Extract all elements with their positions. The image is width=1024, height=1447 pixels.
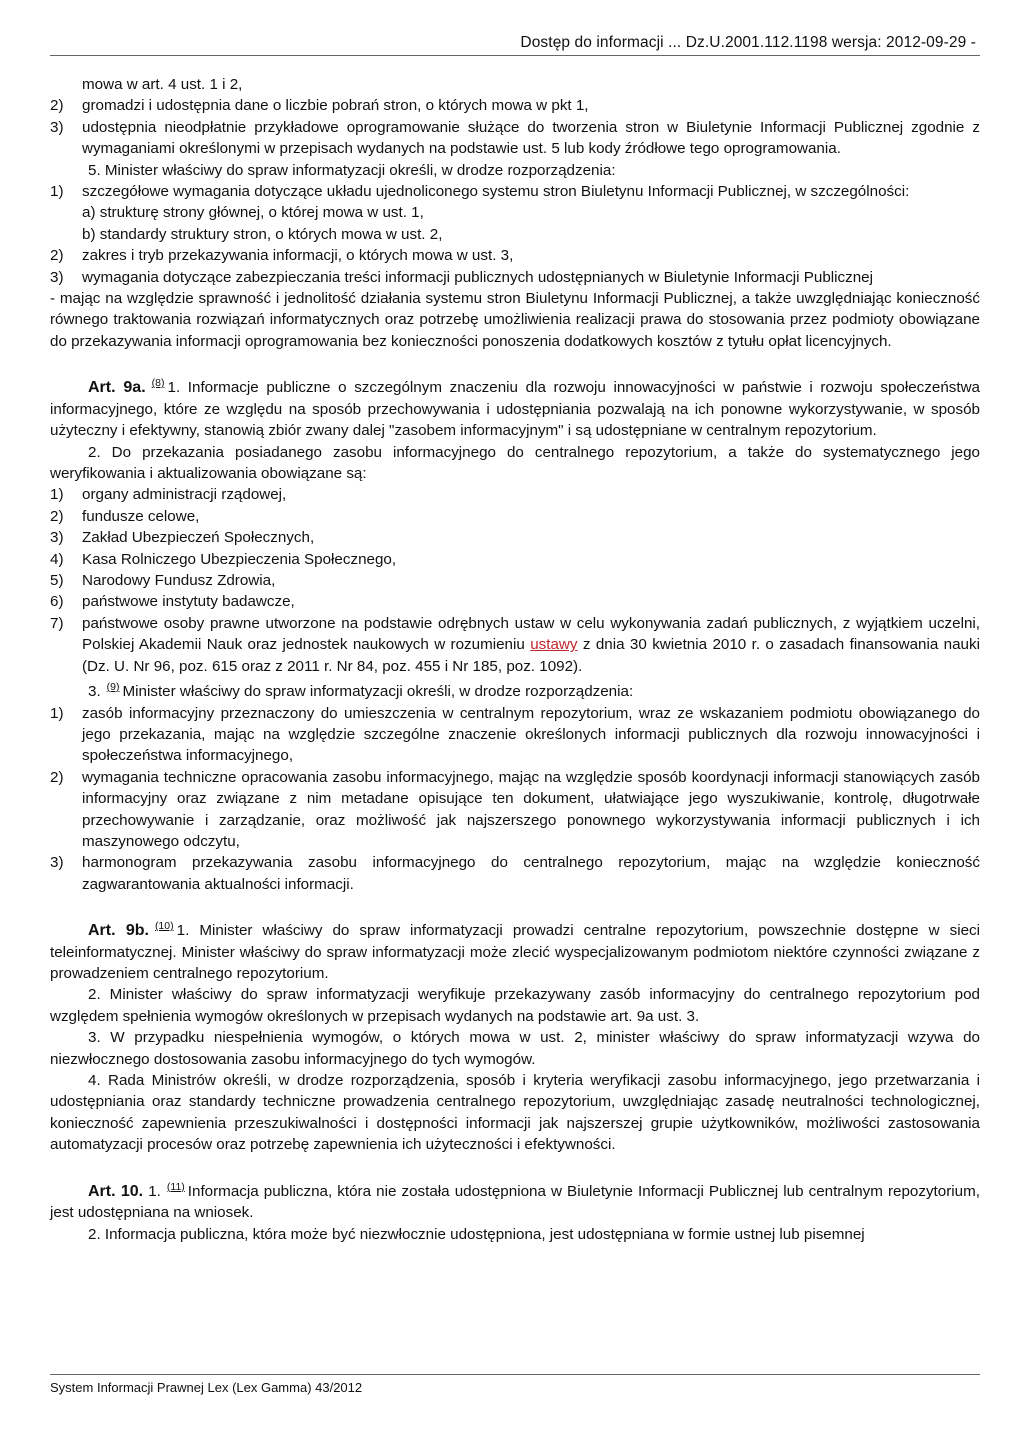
continuation-line: mowa w art. 4 ust. 1 i 2, xyxy=(82,76,243,93)
sub-item-a: a) strukturę strony głównej, o której mowa w ust. 1, xyxy=(82,204,424,222)
document-body xyxy=(50,74,980,1245)
paragraph: 2. Informacja publiczna, która może być niezwłocznie udostępniona, jest udostępniana w formie ustnej lub pisemnej xyxy=(88,1225,865,1243)
paragraph: 2. Minister właściwy do spraw informatyzacji weryfikuje przekazywany zasób informacyjny do centralnego repozytorium pod względem spełnienia wymogów określonych w przepisach wydanych na podstawie art. 9a ust. 3. xyxy=(50,986,980,1025)
list-item: 6) państwowe instytuty badawcze, xyxy=(50,593,295,611)
article-10: Art. 10. 1. $^{(11)}$ Informacja publiczna, która nie została udostępniona w Biuletynie Informacji Publicznej lub centralnym repozytorium, jest udostępniana na wniosek. xyxy=(50,1180,980,1222)
list-item: 2) wymagania techniczne opracowania zasobu informacyjnego, mając na względzie sposób koordynacji informacji stanowiących zasób informacyjny oraz związane z nim metadane opisujące ten dokument, ułatwiające jego wyszukiwanie, kontrolę, długotrwałe przechowywanie i zarządzanie, oraz możliwość jak najszerszego ponownego wykorzystywania informacji publicznych i ich maszynowego odczytu, xyxy=(50,768,980,850)
footnote-ref[interactable]: (8) xyxy=(151,377,165,390)
page-footer: System Informacji Prawnej Lex (Lex Gamma) 43/2012 xyxy=(50,1380,363,1395)
paragraph-5-tail: - mając na względzie sprawność i jednolitość działania systemu stron Biuletynu Informacji Publicznej, a także uwzględniając konieczność równego traktowania rozwiązań informatycznych oraz potrzebę umożliwienia realizacji prawa do stosowania przez podmioty obowiązane do przekazywania informacji oprogramowania bez konieczności ponoszenia dodatkowych kosztów z tytułu opłat licencyjnych. xyxy=(50,290,980,350)
list-item: 5) Narodowy Fundusz Zdrowia, xyxy=(50,572,276,589)
article-label: Art. 9b. xyxy=(88,922,149,940)
sub-item-b: b) standardy struktury stron, o których mowa w ust. 2, xyxy=(82,225,443,243)
article-9b: Art. 9b. $^{(10)}$ 1. Minister właściwy do spraw informatyzacji prowadzi centralne repozytorium, powszechnie dostępne w sieci teleinformatycznej. Minister właściwy do spraw informatyzacji może zlecić wyspecjalizowanym podmiotom niektóre czynności związane z prowadzeniem centralnego repozytorium. xyxy=(50,920,980,983)
paragraph: 2. Do przekazania posiadanego zasobu informacyjnego do centralnego repozytorium, a także do systematycznego jego weryfikowania i aktualizowania obowiązane są: xyxy=(50,443,980,482)
list-item: 1) szczegółowe wymagania dotyczące układu ujednoliconego systemu stron Biuletynu Informacji Publicznej, w szczególności: xyxy=(50,183,910,201)
article-label: Art. 10. xyxy=(88,1182,144,1200)
list-item: 3) Zakład Ubezpieczeń Społecznych, xyxy=(50,529,315,547)
article-9a-list xyxy=(50,484,980,677)
list-item: 3) wymagania dotyczące zabezpieczania treści informacji publicznych udostępnianych w Biuletynie Informacji Publicznej xyxy=(50,268,873,286)
list-item: 2) gromadzi i udostępnia dane o liczbie pobrań stron, o których mowa w pkt 1, xyxy=(50,97,589,115)
statute-link[interactable]: ustawy xyxy=(530,636,578,654)
list-item: 7) państwowe osoby prawne utworzone na podstawie odrębnych ustaw w celu wykonywania zadań publicznych, z wyjątkiem uczelni, Polskiej Akademii Nauk oraz jednostek naukowych w rozumieniu ustawy z dnia 30 kwietnia 2010 r. o zasadach finansowania nauki (Dz. U. Nr 96, poz. 615 oraz z 2011 r. Nr 84, poz. 455 i Nr 185, poz. 1092). xyxy=(50,614,980,675)
paragraph-5: 5. Minister właściwy do spraw informatyzacji określi, w drodze rozporządzenia: xyxy=(88,161,616,179)
list-item: 1) organy administracji rządowej, xyxy=(50,486,287,504)
page-header: Dostęp do informacji ... Dz.U.2001.112.1198 wersja: 2012-09-29 - xyxy=(520,34,976,51)
paragraph: 3. W przypadku niespełnienia wymogów, o których mowa w ust. 2, minister właściwy do spraw informatyzacji wzywa do niezwłocznego dostosowania zasobu informacyjnego do tych wymogów. xyxy=(50,1029,980,1068)
footnote-ref[interactable]: (10) xyxy=(154,920,174,933)
footnote-ref[interactable]: (11) xyxy=(166,1180,185,1193)
article-label: Art. 9a. xyxy=(88,379,146,397)
list-item: 2) zakres i tryb przekazywania informacji, o których mowa w ust. 3, xyxy=(50,247,514,265)
paragraph: 3. $^{(9)}$ Minister właściwy do spraw informatyzacji określi, w drodze rozporządzenia: xyxy=(88,681,634,701)
footer-divider xyxy=(50,1374,980,1375)
footnote-ref[interactable]: (9) xyxy=(106,681,120,694)
list-item: 1) zasób informacyjny przeznaczony do umieszczenia w centralnym repozytorium, wraz ze wskazaniem podmiotu obowiązanego do jego przekazania, mając na względzie szczególne znaczenie określonych informacji publicznych dla rozwoju innowacyjności i społeczeństwa informacyjnego, xyxy=(50,704,980,765)
list-item: 3) harmonogram przekazywania zasobu informacyjnego do centralnego repozytorium, mając na względzie konieczność zagwarantowania aktualności informacji. xyxy=(50,854,980,893)
header-divider xyxy=(50,55,980,56)
article-9a: Art. 9a. $^{(8)}$ 1. Informacje publiczne o szczególnym znaczeniu dla rozwoju innowacyjności w państwie i rozwoju społeczeństwa informacyjnego, które ze względu na sposób przechowywania i udostępniania pozwalają na ich ponowne wykorzystywanie, w sposób użyteczny i efektywny, stanowią zbiór zwany dalej "zasobem informacyjnym" i są udostępniane w centralnym repozytorium. xyxy=(50,377,980,440)
list-item: 2) fundusze celowe, xyxy=(50,507,200,525)
paragraph: 4. Rada Ministrów określi, w drodze rozporządzenia, sposób i kryteria weryfikacji zasobu informacyjnego, jego przetwarzania i udostępniania oraz standardy techniczne prowadzenia centralnego repozytorium, uwzględniając zasadę neutralności technologicznej, konieczność zapewnienia przeszukiwalności i dostępności informacji jak najszerszej grupie użytkowników, możliwości zastosowania automatyzacji procesów oraz potrzebę zapewnienia ich użyteczności i efektywności. xyxy=(50,1072,980,1154)
list-item: 3) udostępnia nieodpłatnie przykładowe oprogramowanie służące do tworzenia stron w Biuletynie Informacji Publicznej zgodnie z wymaganiami określonymi w przepisach wydanych na podstawie ust. 5 lub kody źródłowe tego oprogramowania. xyxy=(50,118,980,158)
list-item: 4) Kasa Rolniczego Ubezpieczenia Społecznego, xyxy=(50,550,397,568)
